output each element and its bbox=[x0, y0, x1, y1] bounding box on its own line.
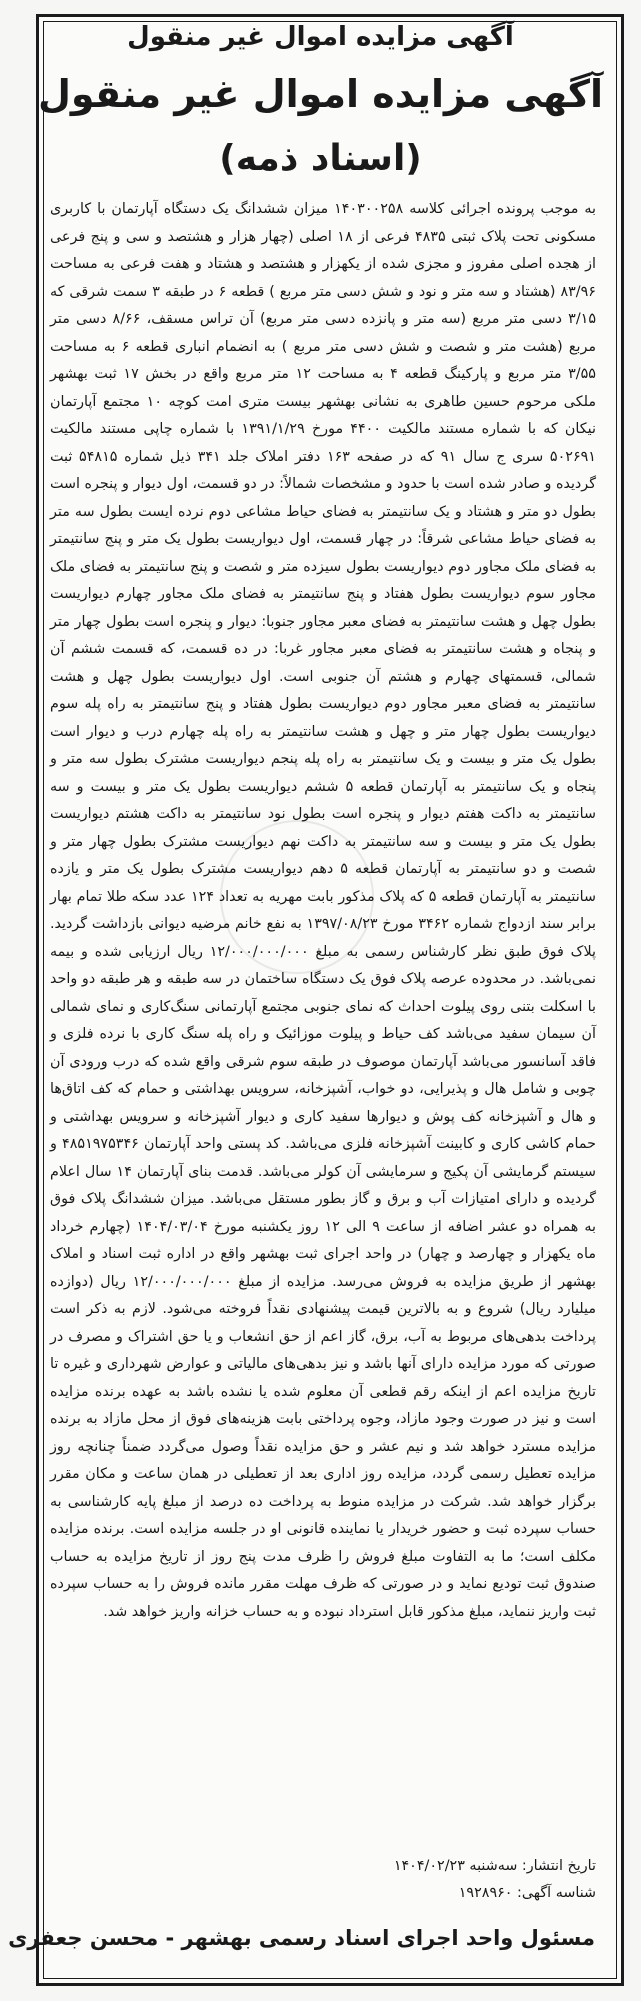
publish-date: تاریخ انتشار: سه‌شنبه ۱۴۰۴/۰۲/۲۳ bbox=[393, 1858, 596, 1874]
notice-body bbox=[50, 196, 596, 1626]
main-title: آگهی مزایده اموال غیر منقول bbox=[37, 72, 604, 116]
signature-line: مسئول واحد اجرای اسناد رسمی بهشهر - محسن جعفری bbox=[8, 1926, 595, 1950]
notice-id: شناسه آگهی: ۱۹۲۸۹۶۰ bbox=[458, 1885, 596, 1901]
top-title: آگهی مزایده اموال غیر منقول bbox=[127, 22, 514, 52]
notice-paragraph: به موجب پرونده اجرائی کلاسه ۱۴۰۳۰۰۲۵۸ میزان ششدانگ یک دستگاه آپارتمان با کاربری مسکونی تحت پلاک ثبتی ۴۸۳۵ فرعی از ۱۸ اصلی (چهار هزار و هشتصد و سی و پنج فرعی از هجده اصلی مفروز و مجزی شده از یکهزار و هشتصد و هشتاد و هفت فرعی به مساحت ۸۳/۹۶ (هشتاد و سه متر و نود و شش دسی متر مربع ) قطعه ۶ در طبقه ۳ سمت شرقی که ۳/۱۵ دسی متر مربع (سه متر و پانزده دسی متر مربع) آن تراس مسقف، ۸/۶۶ دسی متر مربع (هشت متر و شصت و شش دسی متر مربع ) به انضمام انباری قطعه ۶ به مساحت ۳/۵۵ متر مربع و پارکینگ قطعه ۴ به مساحت ۱۲ متر مربع واقع در بخش ۱۷ ثبت بهشهر ملکی مرحوم حسین طاهری به نشانی بهشهر بیست متری امت کوچه ۱۰ مجتمع آپارتمان نیکان که با شماره مستند مالکیت ۴۴۰۰ مورخ ۱۳۹۱/۱/۲۹ با شماره چاپی مستند مالکیت ۵۰۲۶۹۱ سری ج سال ۹۱ که در صفحه ۱۶۳ دفتر املاک جلد ۳۴۱ ذیل شماره ۵۴۸۱۵ ثبت گردیده و صادر شده است با حدود و مشخصات شمالاً: در دو قسمت، اول دیوار و پنجره است بطول دو متر و هشتاد و یک سانتیمتر به فضای حیاط مشاعی دوم نرده ایست بطول سه متر به فضای حیاط مشاعی شرقاً: در چهار قسمت، اول دیواریست بطول یک متر و پنج سانتیمتر به فضای ملک مجاور دوم دیواریست بطول سیزده متر و شصت و پنج سانتیمتر به فضای ملک مجاور سوم دیواریست بطول هفتاد و پنج سانتیمتر به فضای ملک مجاور چهارم دیواریست بطول چهل و هشت سانتیمتر به فضای معبر مجاور جنوبا: دیوار و پنجره است بطول چهار متر و پنجاه و هشت سانتیمتر به فضای معبر مجاور غربا: در ده قسمت، که قسمت ششم آن شمالی، قسمتهای چهارم و هشتم آن جنوبی است. اول دیواریست بطول چهل و هشت سانتیمتر به فضای معبر مجاور دوم دیواریست بطول هفتاد و پنج سانتیمتر به راه پله سوم دیواریست بطول چهار متر و چهل و هشت سانتیمتر به راه پله چهارم درب و دیوار است بطول یک متر و بیست و یک سانتیمتر به راه پله پنجم دیواریست مشترک بطول سه متر و پنجاه و یک سانتیمتر به آپارتمان قطعه ۵ ششم دیواریست بطول یک متر و بیست و سه سانتیمتر به داکت هفتم دیوار و پنجره است بطول نود سانتیمتر به داکت هشتم دیواریست بطول یک متر و بیست و سه سانتیمتر به داکت نهم دیواریست مشترک بطول چهار متر و شصت و دو سانتیمتر به آپارتمان قطعه ۵ دهم دیواریست مشترک بطول یک متر و یازده سانتیمتر به آپارتمان قطعه ۵ که پلاک مذکور بابت مهریه به تعداد ۱۲۴ عدد سکه طلا تمام بهار برابر سند ازدواج شماره ۳۴۶۲ مورخ ۱۳۹۷/۰۸/۲۳ به نفع خانم مرضیه دیوانی بازداشت گردید. پلاک فوق طبق نظر کارشناس رسمی به مبلغ ۱۲/۰۰۰/۰۰۰/۰۰۰ ریال ارزیابی شده و بیمه نمی‌باشد. در محدوده عرصه پلاک فوق یک دستگاه ساختمان در سه طبقه و هر طبقه دو واحد با اسکلت بتنی روی پیلوت احداث که نمای جنوبی مجتمع آپارتمانی سنگ‌کاری و نمای شمالی آن سیمان سفید می‌باشد کف حیاط و پیلوت موزائیک و راه پله سنگ کاری با نرده فلزی و فاقد آسانسور می‌باشد آپارتمان موصوف در طبقه سوم شرقی واقع شده که درب ورودی آن چوبی و شامل هال و پذیرایی، دو خواب، آشپزخانه، سرویس بهداشتی و حمام که کف اتاق‌ها و هال و آشپزخانه کف پوش و دیوارها سفید کاری و دیوار آشپزخانه و سرویس بهداشتی و حمام کاشی کاری و کابینت آشپزخانه فلزی می‌باشد. کد پستی واحد آپارتمان ۴۸۵۱۹۷۵۳۴۶ و سیستم گرمایشی آن پکیج و سرمایشی آن کولر می‌باشد. قدمت بنای آپارتمان ۱۴ سال اعلام گردیده و دارای امتیازات آب و برق و گاز بطور مستقل می‌باشد. میزان ششدانگ پلاک فوق به همراه دو عشر اضافه از ساعت ۹ الی ۱۲ روز یکشنبه مورخ ۱۴۰۴/۰۳/۰۴ (چهارم خرداد ماه یکهزار و چهارصد و چهار) در واحد اجرای ثبت بهشهر واقع در اداره ثبت اسناد و املاک بهشهر از طریق مزایده به فروش می‌رسد. مزایده از مبلغ ۱۲/۰۰۰/۰۰۰/۰۰۰ ریال (دوازده میلیارد ریال) شروع و به بالاترین قیمت پیشنهادی نقداً فروخته می‌شود. لازم به ذکر است پرداخت بدهی‌های مربوط به آب، برق، گاز اعم از حق انشعاب و یا حق اشتراک و مصرف در صورتی که مورد مزایده دارای آنها باشد و نیز بدهی‌های مالیاتی و عوارض شهرداری و غیره تا تاریخ مزایده اعم از اینکه رقم قطعی آن معلوم شده یا نشده باشد به عهده برنده مزایده است و نیز در صورت وجود مازاد، وجوه پرداختی بابت هزینه‌های فوق از محل مازاد به برنده مزایده مسترد خواهد شد و نیم عشر و حق مزایده نقداً وصول می‌گردد ضمناً چنانچه روز مزایده تعطیل رسمی گردد، مزایده روز اداری بعد از تعطیلی در همان ساعت و مکان مقرر برگزار خواهد شد. شرکت در مزایده منوط به پرداخت ده درصد از مبلغ پایه کارشناسی به حساب سپرده ثبت و حضور خریدار یا نماینده قانونی او در جلسه مزایده است. برنده مزایده مکلف است؛ ما به التفاوت مبلغ فروش را ظرف مدت پنج روز از تاریخ مزایده به حساب صندوق ثبت تودیع نماید و در صورتی که ظرف مهلت مقرر مانده فروش را به حساب سپرده ثبت واریز ننماید، مبلغ مذکور قابل استرداد نبوده و به حساب خزانه واریز خواهد شد. bbox=[50, 201, 597, 1620]
subtitle: (اسناد ذمه) bbox=[219, 138, 422, 179]
